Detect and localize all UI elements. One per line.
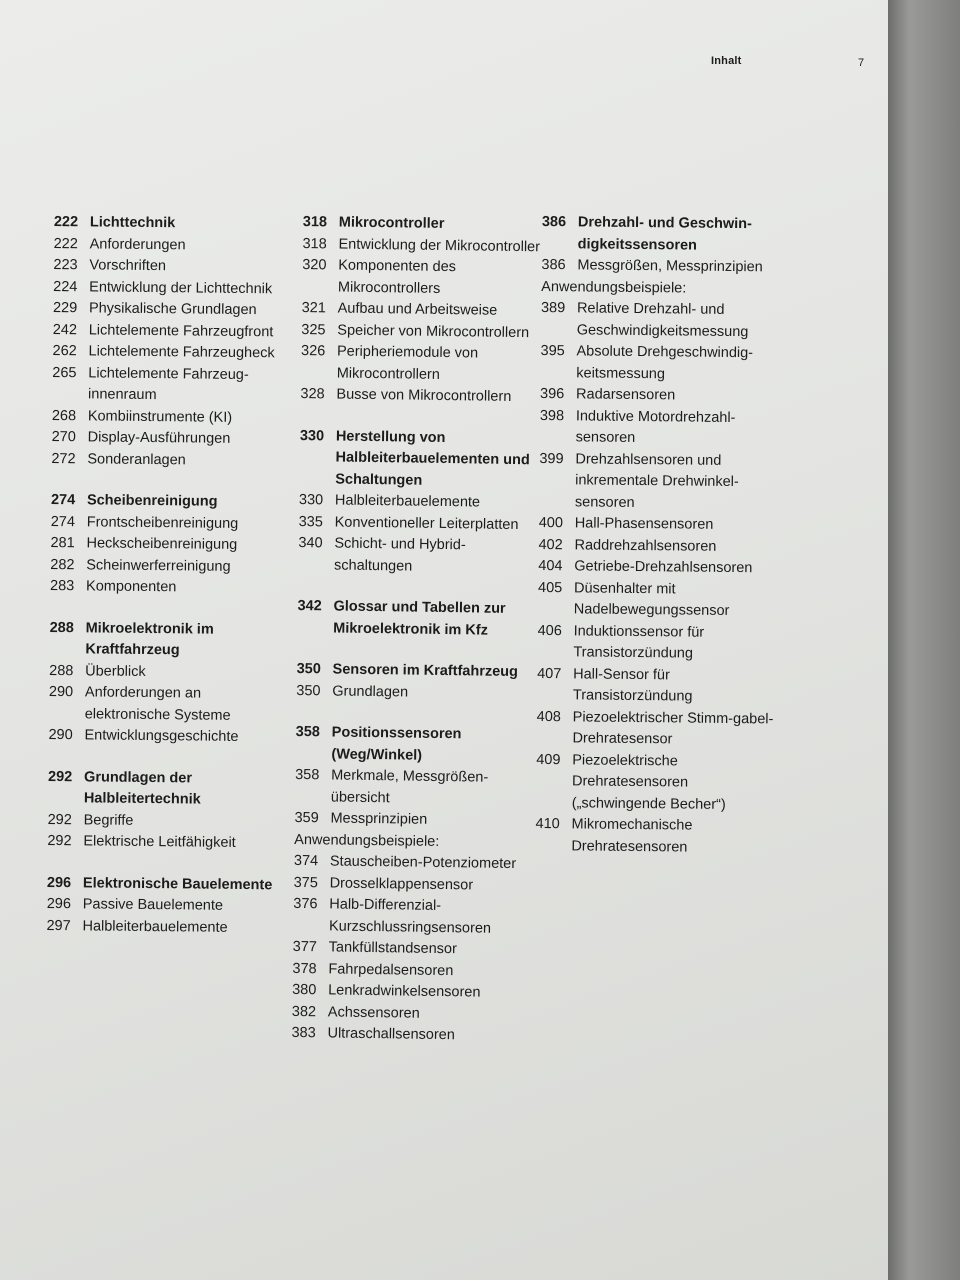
toc-entry-title: Konventioneller Leiterplatten [334,513,519,533]
toc-entry-page: 272 [51,450,76,467]
toc-entry-page: 383 [291,1024,316,1042]
toc-entry-title: Peripheriemodule von Mikrocontrollern [336,343,479,383]
toc-entry [51,511,291,535]
toc-entry [50,576,290,600]
toc-entry-page: 290 [48,726,73,744]
toc-entry-page: 375 [293,874,318,891]
toc-entry [538,534,778,558]
toc-entry [52,427,292,451]
toc-section-page: 318 [302,213,328,231]
page-number: 7 [858,57,865,69]
toc-entry-page: 229 [52,299,78,317]
toc-entry-page: 262 [52,342,77,360]
toc-entry-page: 325 [301,321,326,338]
toc-entry-page: 406 [537,622,562,639]
toc-entry-title: Grundlagen [332,682,409,701]
toc-section-heading [542,212,782,258]
toc-entry-page: 296 [46,895,72,913]
toc-entry-page: 288 [49,662,74,679]
toc-entry [48,725,288,749]
toc-entry-title: Elektrische Leitfähigkeit [83,833,236,851]
toc-entry-page: 335 [298,513,323,530]
toc-entry-title: Piezoelektrische Drehratesensoren („schwingende Becher“) [571,751,726,813]
toc-entry-title: Messprinzipien [330,810,428,828]
toc-entry-page: 318 [302,235,327,252]
toc-entry-title: Speicher von Mikrocontrollern [337,321,530,341]
toc-entry-title: Tankfüllstandsensor [328,939,458,958]
toc-section-page: 330 [299,427,325,444]
toc-entry-title: Passive Bauelemente [82,896,224,914]
toc-section-heading [295,722,536,768]
toc-entry [52,362,292,408]
toc-entry-page: 274 [50,513,76,530]
toc-entry-title: Lenkradwinkelsensoren [328,982,481,1001]
toc-entry-page: 265 [52,364,77,381]
toc-entry-page: 223 [53,256,78,274]
toc-entry-page: 380 [292,981,317,999]
toc-section-page: 342 [297,597,322,615]
toc-entry-title: Heckscheibenreinigung [86,535,238,553]
toc-entry-title: Hall-Phasensensoren [574,515,714,533]
toc-entry-page: 400 [538,514,564,532]
toc-entry-page: 374 [293,852,319,870]
toc-section-heading [49,617,289,663]
toc-entry-title: Scheinwerferreinigung [86,556,231,575]
toc-entry-title: Raddrehzahlsensoren [574,536,717,555]
toc-entry [536,749,777,816]
toc-entry [293,894,534,940]
toc-entry-title: Halbleiterbauelemente [334,492,481,511]
toc-entry-page: 283 [49,577,75,595]
toc-entry-page: 281 [50,534,75,552]
toc-entry-title: Halb-Differenzial-Kurzschlussringsensoren [328,896,492,937]
toc-entry-page: 242 [52,321,78,338]
toc-entry-page: 358 [295,766,320,784]
toc-entry-page: 222 [53,235,78,252]
toc-entry-page: 224 [53,278,78,295]
toc-entry-title: Fahrpedalsensoren [328,960,454,979]
toc-section-page: 350 [296,660,321,678]
toc-entry-page: 328 [300,385,325,403]
toc-entry-title: Mikromechanische Drehratesensoren [571,816,693,856]
toc-section [535,212,782,859]
toc-note: Anwendungsbeispiele: [294,831,440,850]
toc-entry-title: Sonderanlagen [87,450,186,468]
toc-entry [538,577,778,623]
toc-section-title: Drehzahl- und Geschwin-digkeitssensoren [577,214,752,254]
toc-entry [50,554,290,578]
toc-entry-title: Ultraschallsensoren [327,1025,455,1044]
toc-entry [47,894,287,918]
toc-entry-title: Entwicklung der Mikrocontroller [338,236,541,255]
toc-entry-page: 378 [292,960,317,977]
toc-entry [295,765,536,811]
toc-entry-title: Schicht- und Hybrid-schaltungen [333,535,466,575]
toc-entry [540,384,780,408]
toc-entry [53,276,293,300]
toc-entry-title: Frontscheibenreinigung [86,513,239,532]
toc-entry-title: Aufbau und Arbeitsweise [337,300,498,319]
toc-entry-page: 407 [537,665,562,682]
toc-entry [291,1023,531,1048]
toc-column-1 [46,212,294,959]
toc-entry-page: 398 [539,407,565,424]
toc-entry [541,255,781,279]
toc-entry-title: Lichtelemente Fahrzeugheck [88,343,275,362]
toc-entry [52,405,292,429]
toc-section [297,596,538,642]
toc-entry-page: 382 [291,1003,317,1020]
toc-entry-page: 410 [535,815,560,833]
toc-entry-page: 320 [302,256,327,274]
toc-section-heading [297,596,538,642]
toc-entry [50,533,290,557]
toc-entry [302,255,543,301]
toc-entry-page: 340 [298,534,323,552]
toc-section [298,425,540,579]
toc-entry-page: 376 [293,895,318,913]
toc-entry-title: Piezoelektrischer Stimm-gabel-Drehratesensor [572,708,774,748]
toc-entry [49,682,289,728]
toc-entry-page: 389 [540,299,566,317]
toc-column-2 [291,212,543,1068]
toc-entry-page: 377 [292,938,318,956]
toc-entry-page: 386 [541,256,566,274]
toc-entry-title: Hall-Sensor für Transistorzündung [572,665,693,705]
toc-section-page: 292 [48,768,73,785]
toc-entry-page: 395 [540,342,565,360]
toc-entry [46,915,286,939]
toc-section [48,617,289,749]
toc-entry-title: Display-Ausführungen [87,429,231,447]
toc-entry-page: 359 [294,809,319,827]
toc-entry-page: 396 [540,385,565,403]
toc-entry-page: 297 [46,917,71,934]
toc-entry-title: Überblick [85,662,146,680]
toc-section-title: Mikroelektronik im Kraftfahrzeug [85,619,214,659]
toc-entry-title: Begriffe [83,811,134,829]
toc-section-heading [54,212,294,236]
toc-entry-page: 326 [300,342,326,360]
toc-section [46,872,287,939]
toc-entry-title: Lichtelemente Fahrzeugfront [88,321,274,340]
toc-section-title: Lichttechnik [89,214,176,232]
toc-entry-title: Messgrößen, Messprinzipien [577,257,763,276]
toc-entry-title: Kombiinstrumente (KI) [87,407,233,426]
toc-section-title: Positionssensoren (Weg/Winkel) [331,724,462,764]
toc-entry-page: 405 [537,579,563,596]
toc-entry-page: 408 [536,708,562,725]
toc-entry [539,513,779,537]
toc-section [47,766,288,855]
toc-section-title: Grundlagen der Halbleitertechnik [83,768,201,808]
toc-section-page: 274 [50,491,76,509]
toc-entry [53,319,293,343]
toc-entry-title: Absolute Drehgeschwindig-keitsmessung [576,343,754,382]
toc-entry [539,448,780,515]
toc-entry-title: Halbleiterbauelemente [82,917,228,936]
toc-entry [53,255,293,279]
toc-entry [298,533,539,579]
toc-section [50,490,291,600]
toc-entry-title: Entwicklung der Lichttechnik [89,278,273,297]
toc-entry-page: 402 [538,536,563,553]
toc-entry-title: Komponenten des Mikrocontrollers [337,257,457,297]
toc-section-title: Herstellung von Halbleiterbauelementen und Schaltungen [335,427,530,489]
toc-entry [541,298,781,344]
toc-entry [54,233,294,257]
toc-entry [535,814,775,860]
toc-section-page: 296 [46,874,72,891]
toc-section-heading [48,766,288,812]
toc-entry [537,663,777,709]
toc-entry-page: 270 [51,428,76,446]
toc-entry-title: Drehzahlsensoren und inkrementale Drehwinkel-sensoren [574,450,739,511]
toc-entry-title: Vorschriften [89,257,167,275]
toc-entry-page: 292 [47,811,72,828]
toc-section-page: 358 [295,723,321,741]
toc-entry-page: 282 [50,556,75,573]
toc-entry-title: Achssensoren [327,1003,420,1022]
toc-entry [536,706,776,752]
toc-entry-title: Busse von Mikrocontrollern [336,386,512,405]
toc-entry-title: Anforderungen an elektronische Systeme [84,684,231,724]
toc-entry-title: Düsenhalter mit Nadelbewegungssensor [573,579,730,619]
toc-entry-title: Drosselklappensensor [329,874,474,893]
toc-section [291,722,535,1048]
toc-entry [538,556,778,580]
toc-entry [300,384,540,409]
toc-entry-title: Physikalische Grundlagen [88,300,257,319]
page-edge [888,0,960,1280]
toc-entry-title: Anforderungen [89,235,186,253]
toc-entry [49,660,289,684]
toc-section-title: Scheibenreinigung [86,492,218,510]
toc-entry-title: Radarsensoren [576,386,676,404]
toc-section [51,212,294,472]
toc-section-heading [51,490,291,514]
toc-entry-title: Induktionssensor für Transistorzündung [573,622,705,662]
toc-entry-page: 399 [539,450,564,467]
toc-entry [537,620,777,666]
toc-entry-title: Stauscheiben-Potenziometer [329,853,517,873]
toc-entry [47,831,287,855]
toc-entry [301,341,542,387]
toc-entry-page: 350 [296,682,321,699]
toc-entry-title: Getriebe-Drehzahlsensoren [574,558,753,577]
toc-section-heading [47,872,287,896]
toc-entry [48,809,288,833]
toc-entry [541,276,781,300]
toc-column-3 [535,212,782,879]
toc-entry-title: Merkmale, Messgrößen-übersicht [330,767,489,806]
toc-section-page: 222 [53,213,79,231]
toc-entry [540,405,780,451]
toc-entry-page: 292 [47,832,72,850]
toc-entry [540,341,780,387]
toc-entry-page: 321 [301,299,326,317]
toc-section-page: 386 [541,213,567,231]
toc-section-title: Glossar und Tabellen zur Mikroelektronik im Kfz [333,598,506,639]
toc-entry-page: 409 [536,751,561,768]
toc-note: Anwendungsbeispiele: [541,278,687,297]
toc-section-title: Elektronische Bauelemente [82,874,273,893]
toc-section-heading [299,425,540,493]
toc-entry-title: Induktive Motordrehzahl-sensoren [575,407,736,446]
toc-entry-title: Lichtelemente Fahrzeug-innenraum [88,364,249,404]
toc-entry-title: Komponenten [85,578,177,596]
toc-section-page: 288 [49,619,74,636]
toc-entry-page: 330 [298,491,324,509]
toc-section [296,659,537,705]
toc-entry [52,341,292,365]
toc-entry-page: 268 [51,407,77,424]
toc-entry [296,680,536,705]
toc-entry [51,448,291,472]
toc-section-title: Mikrocontroller [338,214,445,232]
toc-entry [53,298,293,322]
toc-entry-page: 290 [48,683,74,701]
running-head: Inhalt [711,55,742,67]
toc-entry-page: 404 [538,557,563,575]
toc-entry-title: Entwicklungsgeschichte [84,727,239,745]
toc-section [300,212,543,409]
toc-section-title: Sensoren im Kraftfahrzeug [332,661,519,681]
toc-entry-title: Relative Drehzahl- und Geschwindigkeitsmessung [576,300,749,340]
